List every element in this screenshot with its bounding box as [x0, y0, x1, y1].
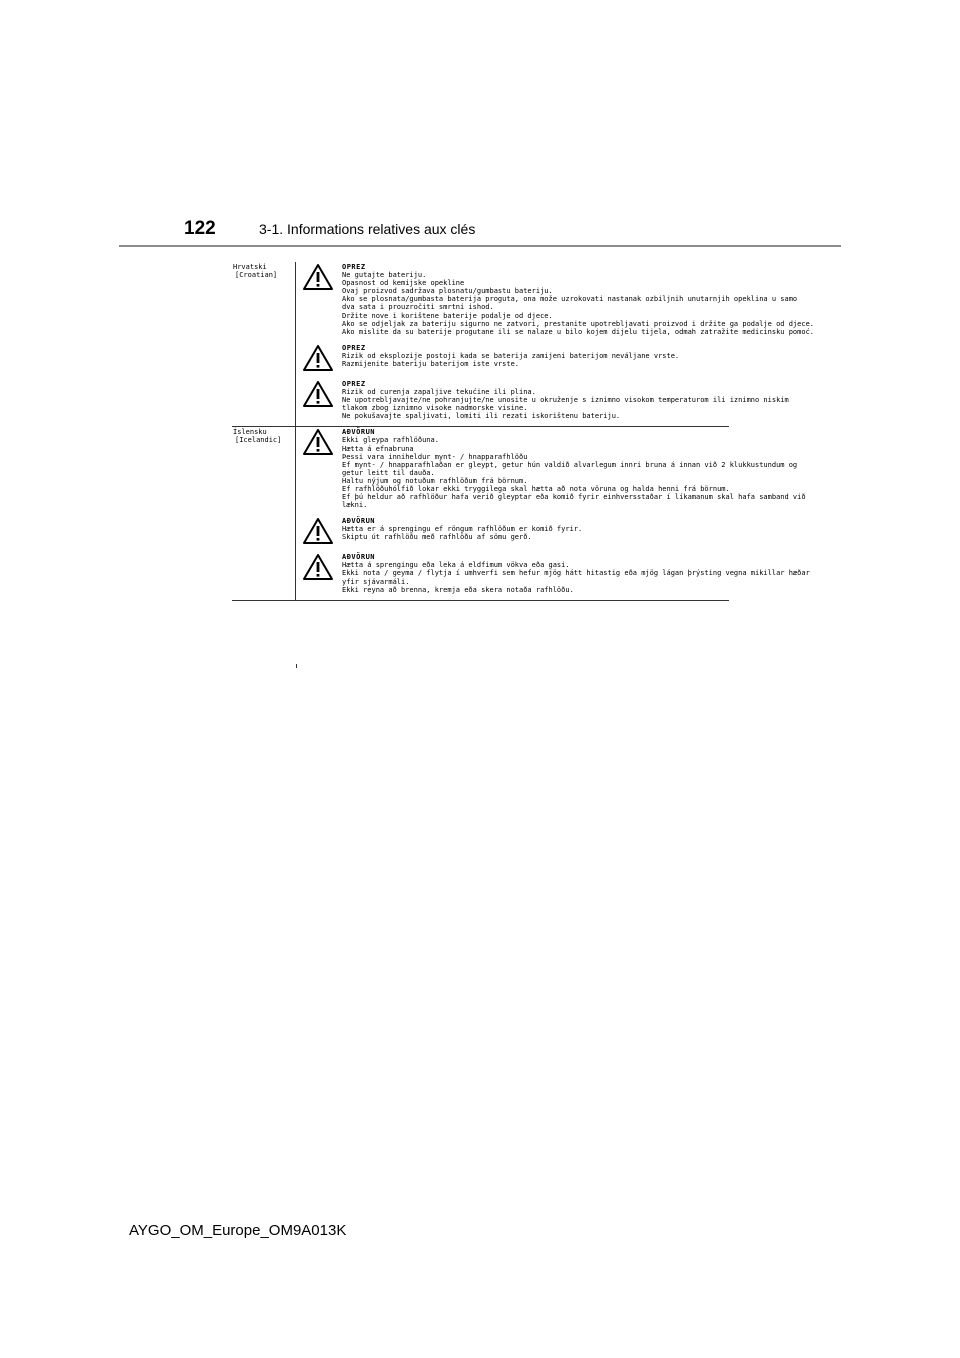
warning-line: Ako se odjeljak za bateriju sigurno ne zatvori, prestanite upotrebljavati proizvod i držite ga podalje od djece. [342, 319, 815, 328]
language-name: Íslensku [233, 428, 267, 437]
warning-line: Ne upotrebljavajte/ne pohranjujte/ne unosite u okruženje s iznimno visokom temperaturom ili iznimno niskim [342, 396, 789, 405]
page-number: 122 [184, 218, 216, 239]
language-cell [232, 262, 296, 427]
warning-line: yfir sjávarmáli. [342, 577, 410, 586]
battery-warning-table [232, 262, 815, 601]
language-english-name: [Icelandic] [235, 436, 282, 445]
warning-line: Ef mynt- / hnapparafhlaðan er gleypt, getur hún valdið alvarlegum innri bruna á innan við 2 klukkustundum og [342, 460, 798, 469]
warning-triangle-icon [302, 428, 342, 509]
warning-line: Držite nove i korištene baterije podalje od djece. [342, 311, 553, 320]
language-cell [232, 427, 296, 600]
warning-block [302, 379, 789, 421]
warning-line: Ef rafhlöðuhólfið lokar ekki tryggilega skal hætta að nota vöruna og halda henni frá börnum. [342, 484, 730, 493]
warning-line: lækni. [342, 501, 368, 510]
warning-triangle-icon [302, 344, 342, 372]
language-section-row [232, 427, 729, 600]
warning-line: Ef þú heldur að rafhlöður hafa verið gleyptar eða komið fyrir einhversstaðar í líkamanum skal hafa samband við [342, 493, 806, 502]
document-code: AYGO_OM_Europe_OM9A013K [129, 1222, 347, 1239]
warning-line: Ne pokušavajte spaljivati, lomiti ili rezati iskorištenu bateriju. [342, 412, 621, 421]
warning-heading: OPREZ [342, 379, 366, 388]
warning-line: Hætta á sprengingu eða leka á eldfimum vökva eða gasi. [342, 561, 570, 570]
warning-line: Ako mislite da su baterije progutane ili se nalaze u bilo kojem dijelu tijela, odmah zatražite medicinsku pomoć. [342, 327, 815, 336]
warning-text [342, 380, 789, 420]
warning-heading: AÐVÖRUN [342, 428, 376, 437]
warning-triangle-icon [302, 553, 342, 593]
warning-line: tlakom zbog iznimno visoke nadmorske visine. [342, 404, 528, 413]
warning-table-body [232, 262, 815, 600]
warning-line: Hætta er á sprengingu ef röngum rafhlöðum er komið fyrir. [342, 525, 583, 534]
warnings-cell [296, 262, 815, 427]
warning-text [342, 428, 806, 509]
warning-line: Ekki nota / geyma / flytja í umhverfi sem hefur mjög hátt hitastig eða mjög lágan þrýsting vegna mikillar hæðar [342, 569, 810, 578]
warning-triangle-icon [302, 380, 342, 420]
warning-line: Rizik od eksplozije postoji kada se baterija zamijeni baterijom neváljane vrste. [342, 351, 680, 360]
warning-block [302, 553, 810, 594]
table-column-divider-tail [296, 664, 297, 668]
warnings-cell [296, 427, 810, 600]
warning-block [302, 428, 806, 510]
warning-heading: OPREZ [342, 263, 366, 271]
warning-line: Hætta á efnabruna [342, 444, 414, 453]
language-section-row [232, 262, 729, 427]
header-divider [119, 245, 841, 247]
warning-line: Opasnost od kemijske opekline [342, 279, 465, 288]
warning-heading: AÐVÖRUN [342, 553, 376, 562]
warning-block [302, 344, 729, 372]
warning-line: Þessi vara inniheldur mynt- / hnapparafhlöðu [342, 452, 528, 461]
warning-line: Haltu nýjum og notuðum rafhlöðum frá börnum. [342, 476, 528, 485]
section-title: 3-1. Informations relatives aux clés [259, 221, 476, 237]
warning-heading: OPREZ [342, 343, 366, 352]
warning-text [342, 263, 814, 336]
warning-triangle-icon [302, 263, 342, 336]
warning-line: Ne gutajte bateriju. [342, 271, 427, 280]
warning-block [302, 263, 815, 336]
warning-line: Ako se plosnata/gumbasta baterija proguta, ona može uzrokovati nastanak ozbiljnih unutarnjih opeklina u samo [342, 295, 798, 304]
language-name: Hrvatski [233, 263, 267, 271]
warning-line: Rizik od curenja zapaljive tekućine ili plina. [342, 387, 536, 396]
warning-triangle-icon [302, 517, 342, 545]
warning-line: dva sata i prouzročiti smrtni ishod. [342, 303, 494, 312]
warning-text [342, 344, 729, 372]
language-english-name: [Croatian] [235, 271, 278, 280]
warning-line: Razmijenite bateriju baterijom iste vrste. [342, 360, 520, 369]
warning-line: Ekki gleypa rafhlöðuna. [342, 436, 439, 445]
warning-text [342, 553, 810, 593]
warning-line: Ovaj proizvod sadržava plosnatu/gumbastu bateriju. [342, 287, 553, 296]
warning-line: getur leitt til dauða. [342, 468, 435, 477]
warning-heading: AÐVÖRUN [342, 517, 376, 526]
warning-text [342, 517, 729, 545]
warning-block [302, 517, 729, 545]
warning-line: Ekki reyna að brenna, kremja eða skera notaða rafhlöðu. [342, 585, 574, 594]
warning-line: Skiptu út rafhlöðu með rafhlöðu af sömu gerð. [342, 533, 532, 542]
